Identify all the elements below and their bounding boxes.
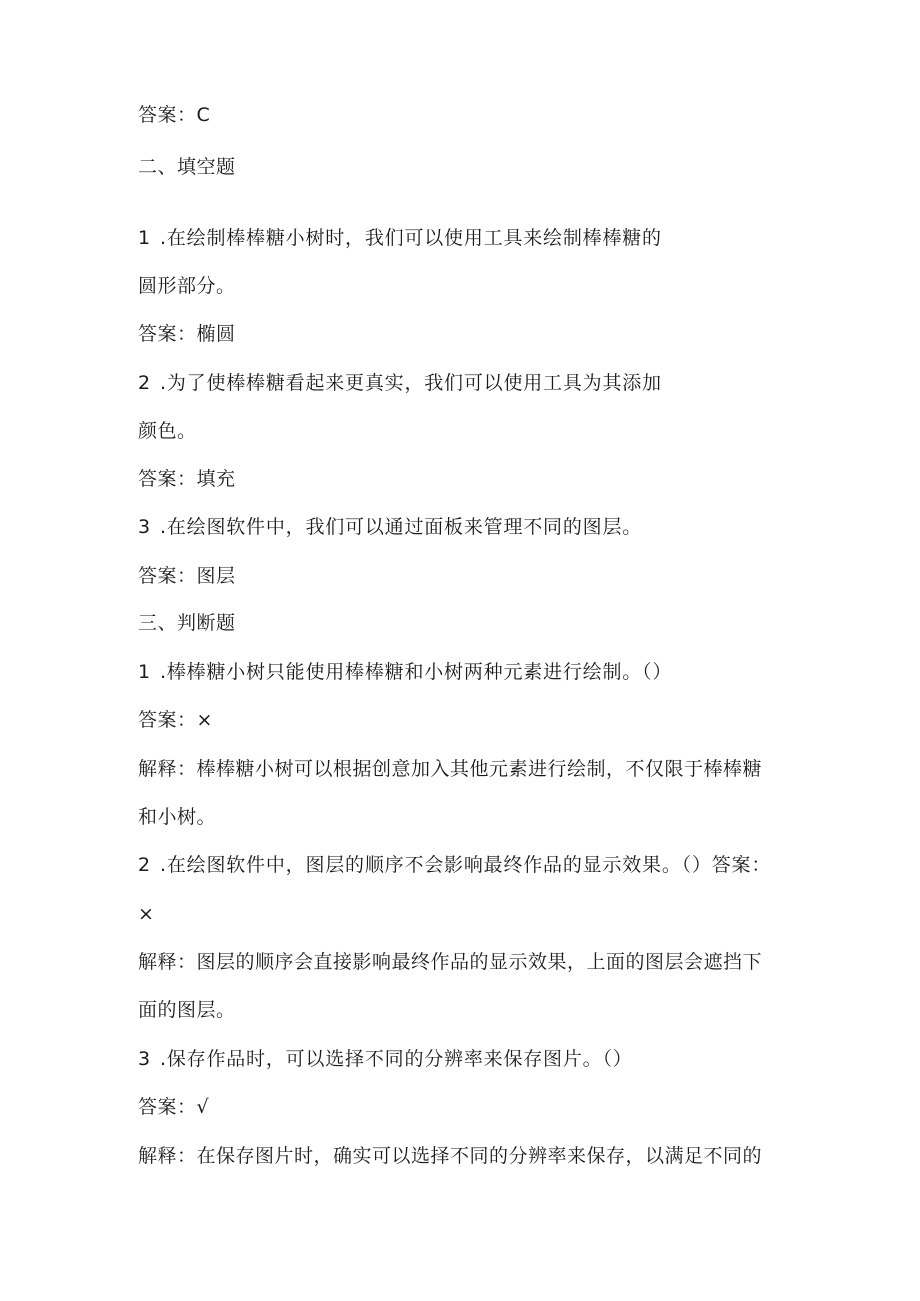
question-text: .在绘图软件中，图层的顺序不会影响最终作品的显示效果。（）答案： (160, 854, 772, 876)
previous-answer: 答案：C (138, 104, 211, 126)
question-line (138, 660, 672, 684)
question-number: 2 (138, 372, 151, 394)
question-explanation-continued: 和小树。 (138, 806, 217, 828)
question-explanation-continued: 面的图层。 (138, 999, 236, 1021)
question-answer: 答案：× (138, 709, 213, 731)
question-answer: 答案：填充 (138, 468, 236, 490)
question-text-continued: 颜色。 (138, 420, 197, 442)
question-answer: 答案：√ (138, 1096, 210, 1118)
question-explanation: 解释：棒棒糖小树可以根据创意加入其他元素进行绘制，不仅限于棒棒糖 (138, 758, 763, 780)
section-heading-true-false: 三、判断题 (138, 612, 236, 634)
question-number: 1 (138, 227, 151, 249)
question-text-continued: × (138, 903, 155, 925)
question-number: 1 (138, 661, 151, 683)
question-number: 3 (138, 1048, 151, 1070)
question-number: 3 (138, 516, 151, 538)
question-explanation: 解释：图层的顺序会直接影响最终作品的显示效果，上面的图层会遮挡下 (138, 951, 763, 973)
section-heading-fill-blank: 二、填空题 (138, 156, 236, 178)
question-answer: 答案：椭圆 (138, 323, 236, 345)
question-line (138, 1047, 633, 1071)
question-text-continued: 圆形部分。 (138, 275, 236, 297)
question-text: .在绘制棒棒糖小树时，我们可以使用工具来绘制棒棒糖的 (160, 227, 662, 249)
question-answer: 答案：图层 (138, 565, 236, 587)
question-text: .棒棒糖小树只能使用棒棒糖和小树两种元素进行绘制。（） (160, 661, 673, 683)
question-line (138, 515, 642, 539)
question-text: .在绘图软件中，我们可以通过面板来管理不同的图层。 (160, 516, 643, 538)
question-line (138, 371, 662, 395)
question-number: 2 (138, 854, 151, 876)
question-text: .保存作品时，可以选择不同的分辨率来保存图片。（） (160, 1048, 633, 1070)
question-text: .为了使棒棒糖看起来更真实，我们可以使用工具为其添加 (160, 372, 662, 394)
question-line (138, 226, 662, 250)
question-line (138, 853, 771, 877)
question-explanation: 解释：在保存图片时，确实可以选择不同的分辨率来保存，以满足不同的 (138, 1145, 763, 1167)
